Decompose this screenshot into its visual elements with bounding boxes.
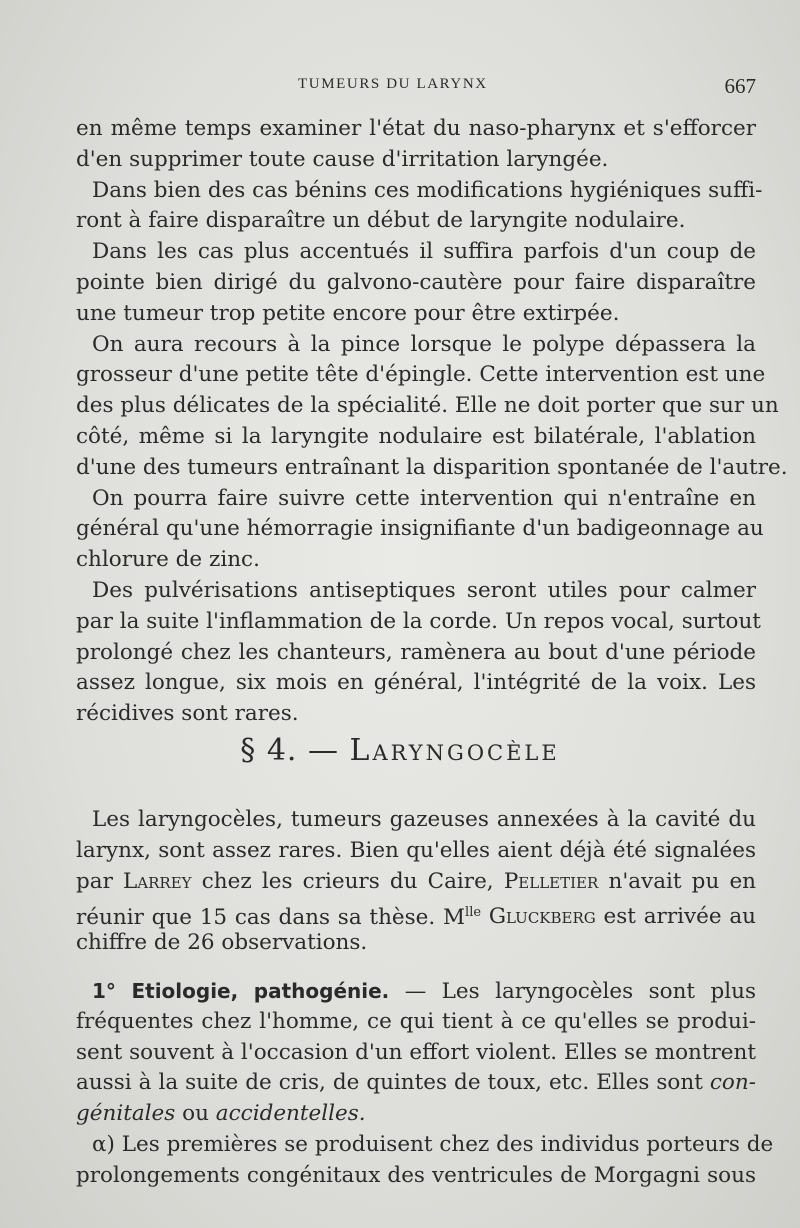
italic-text: con- — [709, 1070, 756, 1096]
italic-text: accidentelles. — [215, 1101, 366, 1127]
running-title: TUMEURS DU LARYNX — [298, 76, 488, 92]
italic-text: génitales — [76, 1101, 176, 1127]
text-line: α) Les premières se produisent chez des individus porteurs de — [92, 1131, 774, 1157]
text-fragment: — Les laryngocèles sont plus — [404, 979, 756, 1004]
text-fragment: réunir que 15 cas dans sa thèse. M — [76, 904, 466, 930]
text-fragment: n'avait pu en — [608, 868, 757, 894]
section-number: § 4. — — [240, 733, 339, 768]
subsection-heading: 1° Etiologie, pathogénie. — [92, 979, 390, 1003]
text-line — [76, 897, 756, 928]
text-line: On pourra faire suivre cette intervention qui n'entraîne en — [92, 485, 756, 511]
text-line: d'une des tumeurs entraînant la disparition spontanée de l'autre. — [76, 454, 788, 480]
author-name: Gluckberg — [488, 904, 596, 930]
text-line: ront à faire disparaître un début de laryngite nodulaire. — [76, 208, 686, 234]
text-line: d'en supprimer toute cause d'irritation laryngée. — [76, 146, 609, 172]
text-fragment: ou — [182, 1101, 209, 1127]
text-line: fréquentes chez l'homme, ce qui tient à ce qu'elles se produi- — [76, 1008, 756, 1034]
section-title: Laryngocèle — [349, 733, 560, 768]
paragraph-etiology — [76, 976, 774, 1192]
paragraphs-treatment — [76, 114, 788, 730]
text-line: Dans bien des cas bénins ces modifications hygiéniques suffi- — [92, 177, 763, 203]
text-line: Dans les cas plus accentués il suffira parfois d'un coup de — [92, 239, 756, 265]
text-fragment: est arrivée au — [603, 904, 757, 930]
text-fragment: par — [76, 868, 113, 894]
text-fragment — [76, 905, 481, 930]
text-line: grosseur d'une petite tête d'épingle. Cette intervention est une — [76, 362, 766, 388]
text-line: récidives sont rares. — [76, 701, 299, 727]
paragraph-intro — [76, 805, 756, 959]
text-line: prolongements congénitaux des ventricules de Morgagni sous — [76, 1162, 756, 1188]
text-line — [76, 1068, 756, 1099]
section-heading — [0, 733, 800, 768]
page-number: 667 — [724, 74, 756, 98]
page-header — [0, 76, 800, 104]
text-fragment: aussi à la suite de cris, de quintes de toux, etc. Elles sont — [76, 1070, 703, 1096]
text-line: assez longue, six mois en général, l'intégrité de la voix. Les — [76, 670, 756, 696]
text-line: chiffre de 26 observations. — [76, 930, 368, 956]
text-line: On aura recours à la pince lorsque le polype dépassera la — [92, 331, 756, 357]
text-line: une tumeur trop petite encore pour être extirpée. — [76, 300, 620, 326]
author-name: Larrey — [123, 868, 192, 894]
text-line: larynx, sont assez rares. Bien qu'elles aient déjà été signalées — [76, 837, 756, 863]
text-line: chlorure de zinc. — [76, 547, 260, 573]
text-line: côté, même si la laryngite nodulaire est bilatérale, l'ablation — [76, 423, 756, 449]
text-line: Des pulvérisations antiseptiques seront utiles pour calmer — [92, 577, 756, 603]
text-line — [76, 867, 756, 898]
text-line: prolongé chez les chanteurs, ramènera au bout d'une période — [76, 639, 756, 665]
text-line: en même temps examiner l'état du naso-pharynx et s'efforcer — [76, 116, 756, 141]
author-name: Pelletier — [503, 868, 599, 894]
text-line: des plus délicates de la spécialité. Elle ne doit porter que sur un — [76, 393, 779, 419]
text-line: pointe bien dirigé du galvono-cautère pour faire disparaître — [76, 269, 756, 295]
text-line — [76, 1099, 756, 1130]
text-line: par la suite l'inflammation de la corde. Un repos vocal, surtout — [76, 608, 761, 634]
text-fragment: chez les crieurs du Caire, — [201, 868, 494, 894]
text-line: Les laryngocèles, tumeurs gazeuses annexées à la cavité du — [92, 807, 756, 832]
text-line: sent souvent à l'occasion d'un effort violent. Elles se montrent — [76, 1039, 756, 1065]
text-line: général qu'une hémorragie insignifiante d'un badigeonnage au — [76, 516, 764, 542]
text-line — [76, 976, 756, 1007]
superscript: lle — [465, 904, 482, 920]
